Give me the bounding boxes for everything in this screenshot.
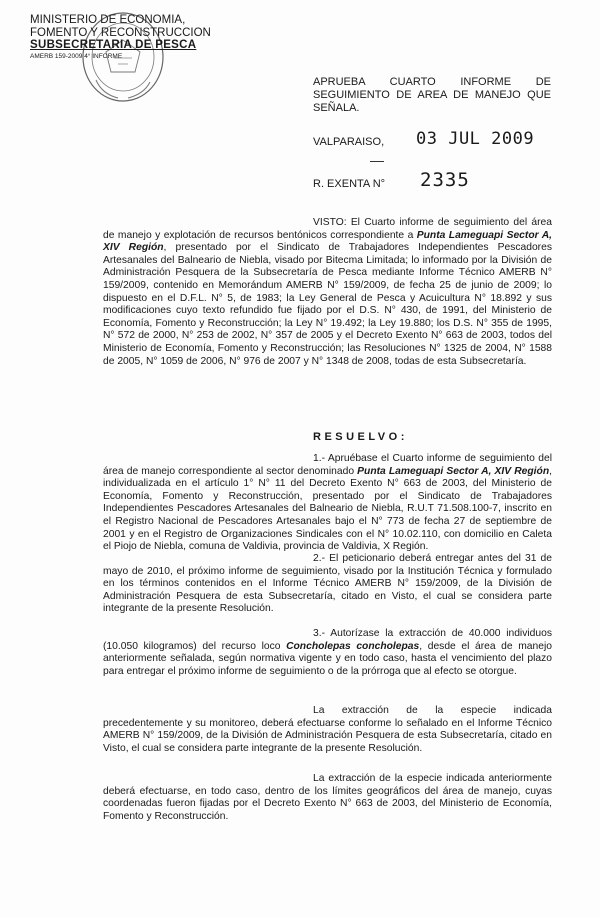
item-3-species-name: Concholepas concholepas bbox=[286, 640, 420, 652]
item-1-paragraph bbox=[103, 453, 552, 554]
item-1-text-pre: 1.- Apruébase el Cuarto informe de seguimiento del área de manejo correspondiente al sector denominado bbox=[103, 453, 552, 477]
date-stamp: 03 JUL 2009 bbox=[416, 129, 535, 149]
subject-line-2: SEGUIMIENTO DE AREA DE MANEJO QUE bbox=[313, 89, 551, 101]
document-reference: AMERB 159-2009 4° INFORME bbox=[30, 52, 123, 60]
resolution-paragraph-5 bbox=[103, 773, 552, 823]
resuelvo-heading: RESUELVO: bbox=[313, 431, 408, 443]
paragraph-5: La extracción de la especie indicada anteriormente deberá efectuarse, en todo caso, dentro de los límites geográficos del área de manejo, cuyas coordenadas fueron fijadas por el Decreto Exento N° 663 de 2003, del Ministerio de Economía, Fomento y Reconstrucción. bbox=[103, 773, 552, 822]
exenta-number-stamp: 2335 bbox=[420, 169, 470, 191]
visto-paragraph bbox=[103, 217, 552, 368]
ministry-header bbox=[30, 14, 220, 61]
paragraph-4: La extracción de la especie indicada precedentemente y su monitoreo, deberá efectuarse conforme lo señalado en el Informe Técnico AMERB N° 159/2009, de la División de Administración Pesquera de esta Subsecretaría, citado en Visto, el cual se considera parte integrante de la presente Resolución. bbox=[103, 705, 552, 754]
resolution-item-2 bbox=[103, 553, 552, 616]
visto-section bbox=[103, 217, 552, 368]
resolution-item-1 bbox=[103, 453, 552, 554]
subject-line-3: SEÑALA. bbox=[313, 102, 360, 114]
visto-area-name: Punta Lameguapi Sector A, XIV Región bbox=[103, 229, 552, 254]
place-label: VALPARAISO, bbox=[313, 136, 385, 148]
visto-text-post: , presentado por el Sindicato de Trabajadores Independientes Pescadores Artesanales del Balneario de Niebla, visado por Bitecma Limitada; lo informado por la División de Administración Pesquera de la Subsecretaría de Pesca mediante Informe Técnico AMERB N° 159/2009, contenido en Memorándum AMERB N° 159/2009, de fecha 25 de junio de 2009; lo dispuesto en el D.F.L. N° 5, de 1983; la Ley General de Pesca y Acuicultura N° 18.892 y sus modificaciones cuyo texto refundido fue fijado por el D.S. N° 430, de 1991, del Ministerio de Economía, Fomento y Reconstrucción; la Ley N° 19.492; la Ley 19.880; los D.S. N° 355 de 1995, N° 572 de 2000, N° 253 de 2002, N° 357 de 2005 y el Decreto Exento N° 663 de 2003, todos del Ministerio de Economía, Fomento y Reconstrucción; las Resoluciones N° 1325 de 2004, N° 1588 de 2005, N° 1059 de 2006, N° 976 de 2007 y N° 1348 de 2008, todas de esta Subsecretaría. bbox=[103, 242, 552, 367]
item-1-text-post: , individualizada en el artículo 1° N° 11 del Decreto Exento N° 663 de 2003, del Ministerio de Economía, Fomento y Reconstrucción, presentado por el Sindicato de Trabajadores Independientes Pescadores Artesanales del Balneario de Niebla, R.U.T 71.508.100-7, inscrito en el Registro Nacional de Pescadores Artesanales bajo el N° 773 de fecha 27 de septiembre de 2001 y en el Registro de Organizaciones Sindicales con el N° 10.02.110, con domicilio en Caleta el Piojo de Niebla, comuna de Valdivia, provincia de Valdivia, X Región. bbox=[103, 465, 552, 553]
document-subject bbox=[313, 76, 551, 115]
resolution-item-3 bbox=[103, 628, 552, 678]
item-3-paragraph bbox=[103, 628, 552, 678]
exenta-label: R. EXENTA N° bbox=[313, 178, 386, 190]
separator-dash bbox=[370, 161, 384, 162]
ministry-line-2: FOMENTO Y RECONSTRUCCION bbox=[30, 26, 211, 39]
item-1-area-name: Punta Lameguapi Sector A, XIV Región bbox=[357, 465, 550, 477]
ministry-line-1: MINISTERIO DE ECONOMIA, bbox=[30, 14, 186, 26]
item-3-text-pre: 3.- Autorízase la extracción de 40.000 individuos (10.050 kilogramos) del recurso loco bbox=[103, 628, 552, 652]
subsecretaria-line: SUBSECRETARIA DE PESCA bbox=[30, 39, 197, 51]
subject-line-1: APRUEBA CUARTO INFORME DE bbox=[313, 76, 551, 88]
resolution-paragraph-4 bbox=[103, 705, 552, 755]
item-3-text-post: , desde el área de manejo anteriormente señalada, según normativa vigente y en todo caso, hasta el vencimiento del plazo para entregar el próximo informe de seguimiento o de la prórroga que al efecto se otorgue. bbox=[103, 640, 552, 677]
item-2-paragraph: 2.- El peticionario deberá entregar antes del 31 de mayo de 2010, el próximo informe de seguimiento, visado por la Institución Técnica y formulado en los términos contenidos en el Informe Técnico AMERB N° 159/2009, de la División de Administración Pesquera de esta Subsecretaría, citado en Visto, el cual se considera parte integrante de la presente Resolución. bbox=[103, 553, 552, 615]
visto-text-pre: VISTO: El Cuarto informe de seguimiento del área de manejo y explotación de recursos bentónicos correspondiente a bbox=[103, 217, 552, 241]
